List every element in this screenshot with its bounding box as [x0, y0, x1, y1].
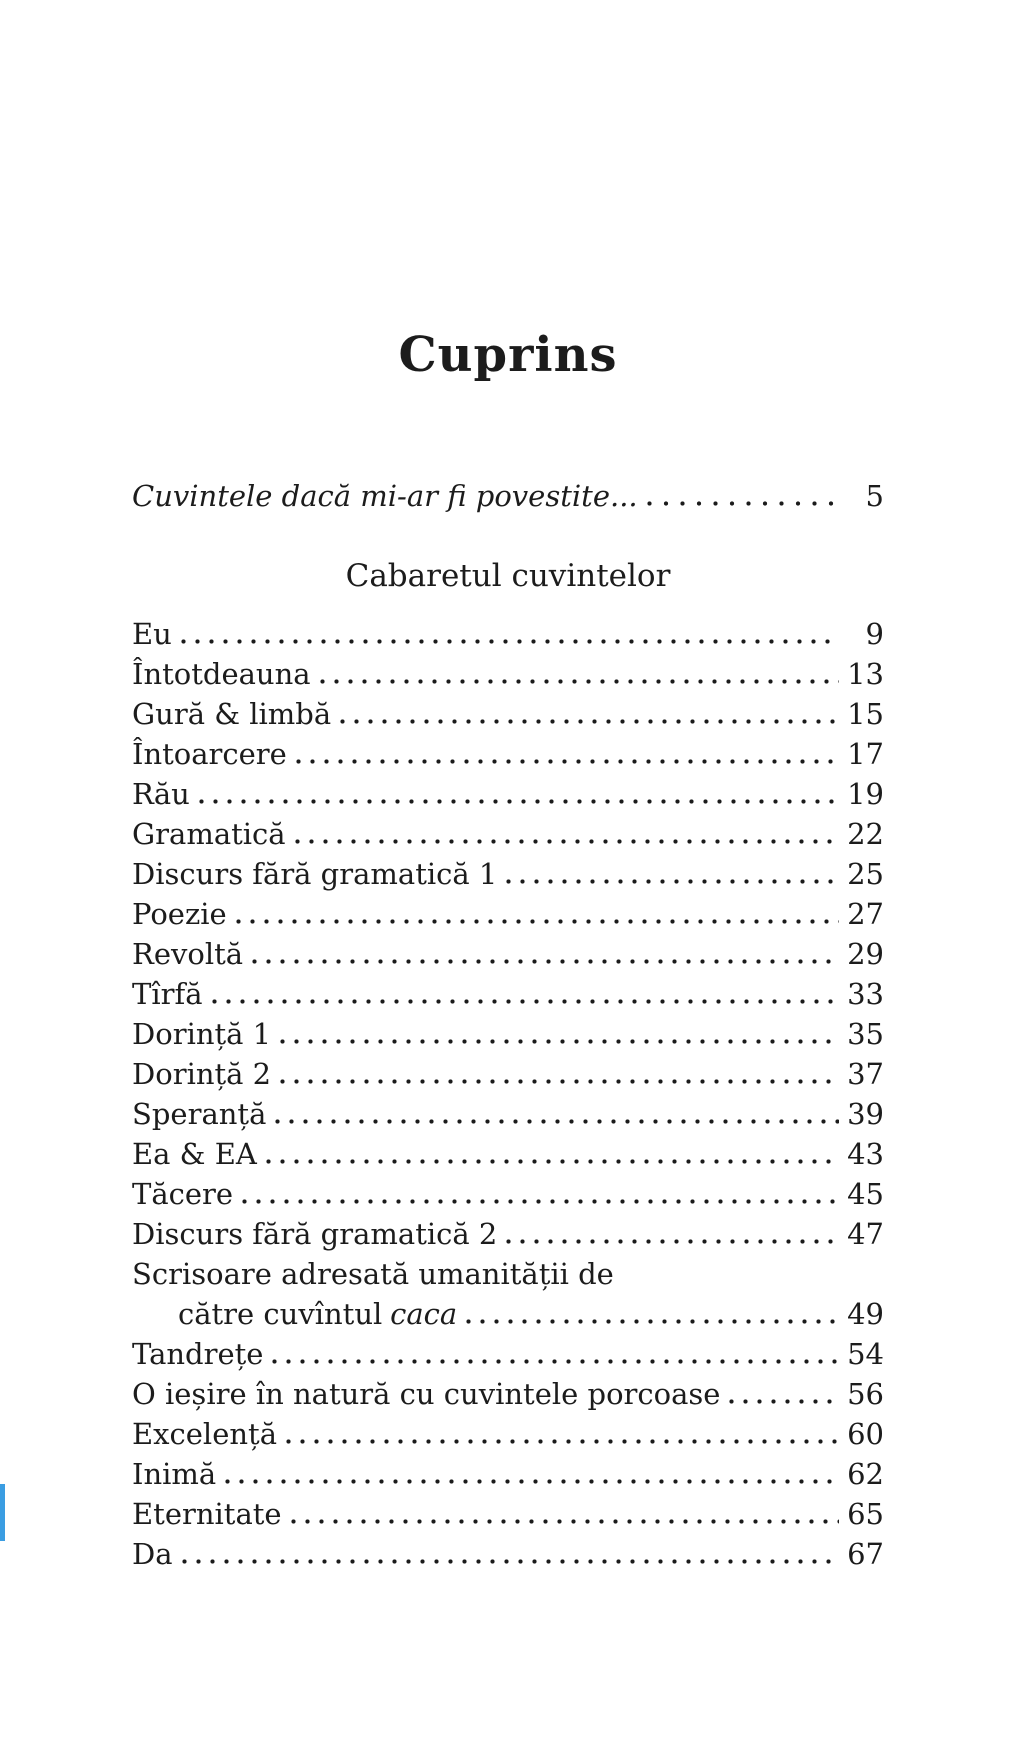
- toc-entry-label: Da: [132, 1537, 173, 1571]
- toc-page: [132, 327, 884, 1574]
- dot-leader: [506, 879, 839, 884]
- dot-leader: [236, 919, 839, 924]
- toc-entry: [132, 1134, 884, 1174]
- toc-entry: [132, 1534, 884, 1574]
- dot-leader: [729, 1399, 839, 1404]
- toc-entry-label: Revoltă: [132, 937, 244, 971]
- dot-leader: [242, 1199, 839, 1204]
- dot-leader: [296, 759, 839, 764]
- toc-entry: [132, 1214, 884, 1254]
- toc-entry-label: Discurs fără gramatică 2: [132, 1217, 498, 1251]
- dot-leader: [272, 1359, 839, 1364]
- dot-leader: [225, 1479, 839, 1484]
- page-number: 19: [847, 777, 884, 811]
- toc-entry-label: Eu: [132, 617, 172, 651]
- toc-entry: [132, 1254, 884, 1294]
- dot-leader: [647, 501, 839, 506]
- dot-leader: [340, 719, 839, 724]
- dot-leader: [212, 999, 839, 1004]
- toc-entry: [132, 934, 884, 974]
- dot-leader: [295, 839, 839, 844]
- dot-leader: [181, 639, 839, 644]
- toc-entry-label: Discurs fără gramatică 1: [132, 857, 498, 891]
- toc-entry-label: Dorință 1: [132, 1017, 272, 1051]
- toc-entry-label: Gramatică: [132, 817, 286, 851]
- toc-entries: [132, 614, 884, 1574]
- page-number: 67: [847, 1537, 884, 1571]
- toc-entry: [132, 1454, 884, 1494]
- dot-leader: [266, 1159, 839, 1164]
- toc-entry-label: Gură & limbă: [132, 697, 332, 731]
- toc-entry-label: Întotdeauna: [132, 657, 311, 691]
- toc-entry-preface: [132, 478, 884, 514]
- toc-entry: [132, 1414, 884, 1454]
- toc-entry-label: Tandrețe: [132, 1337, 264, 1371]
- page-number: 56: [847, 1377, 884, 1411]
- toc-entry-label: Excelență: [132, 1417, 277, 1451]
- page-number: 39: [847, 1097, 884, 1131]
- dot-leader: [506, 1239, 839, 1244]
- toc-entry: [132, 1334, 884, 1374]
- dot-leader: [199, 799, 839, 804]
- toc-entry-label: Dorință 2: [132, 1057, 272, 1091]
- toc-entry-label: Ea & EA: [132, 1137, 257, 1171]
- toc-entry: [132, 854, 884, 894]
- page-number: 54: [847, 1337, 884, 1371]
- toc-entry: [132, 894, 884, 934]
- toc-entry: [132, 694, 884, 734]
- toc-entry-label: Poezie: [132, 897, 227, 931]
- page-number: 15: [847, 697, 884, 731]
- page-number: 29: [847, 937, 884, 971]
- page-number: 13: [847, 657, 884, 691]
- page-number: 25: [847, 857, 884, 891]
- page-number: 45: [847, 1177, 884, 1211]
- toc-entry-label: Inimă: [132, 1457, 217, 1491]
- toc-entry-label: Rău: [132, 777, 190, 811]
- toc-entry-label: Eternitate: [132, 1497, 282, 1531]
- page-number: 5: [865, 479, 884, 513]
- toc-entry-label: Cuvintele dacă mi-ar fi povestite...: [132, 479, 638, 513]
- dot-leader: [252, 959, 839, 964]
- toc-entry: [132, 774, 884, 814]
- toc-entry-label: Tăcere: [132, 1177, 234, 1211]
- toc-entry: [132, 1054, 884, 1094]
- dot-leader: [275, 1119, 839, 1124]
- dot-leader: [286, 1439, 839, 1444]
- toc-entry-label: Întoarcere: [132, 737, 287, 771]
- toc-entry: [132, 654, 884, 694]
- toc-entry: [132, 974, 884, 1014]
- toc-entry: [132, 614, 884, 654]
- page-title: Cuprins: [398, 327, 618, 383]
- page-number: 47: [847, 1217, 884, 1251]
- page-number: 9: [865, 617, 884, 651]
- toc-entry-label-italic: caca: [390, 1297, 458, 1331]
- toc-entry: [132, 1174, 884, 1214]
- page-number: 37: [847, 1057, 884, 1091]
- page-number: 60: [847, 1417, 884, 1451]
- left-edge-cursor-artifact: [0, 1484, 5, 1541]
- section-heading: Cabaretul cuvintelor: [345, 558, 671, 594]
- page-number: 35: [847, 1017, 884, 1051]
- toc-entry-label: O ieșire în natură cu cuvintele porcoase: [132, 1377, 721, 1411]
- toc-entry: [132, 1374, 884, 1414]
- page-number: 17: [847, 737, 884, 771]
- page-number: 65: [847, 1497, 884, 1531]
- page-number: 62: [847, 1457, 884, 1491]
- dot-leader: [182, 1559, 839, 1564]
- page-number: 33: [847, 977, 884, 1011]
- dot-leader: [291, 1519, 839, 1524]
- toc-entry-label: către cuvîntul: [178, 1297, 383, 1331]
- toc-entry: [132, 734, 884, 774]
- dot-leader: [280, 1039, 839, 1044]
- toc-entry: [132, 1494, 884, 1534]
- page-number: 27: [847, 897, 884, 931]
- toc-entry: [132, 814, 884, 854]
- dot-leader: [320, 679, 839, 684]
- dot-leader: [466, 1319, 839, 1324]
- toc-entry-label: Scrisoare adresată umanității de: [132, 1257, 614, 1291]
- toc-entry: [132, 1294, 884, 1334]
- dot-leader: [280, 1079, 839, 1084]
- toc-entry: [132, 1014, 884, 1054]
- page-number: 22: [847, 817, 884, 851]
- toc-entry-label: Tîrfă: [132, 977, 203, 1011]
- page-number: 43: [847, 1137, 884, 1171]
- toc-entry-label: Speranță: [132, 1097, 267, 1131]
- toc-entry: [132, 1094, 884, 1134]
- page-number: 49: [847, 1297, 884, 1331]
